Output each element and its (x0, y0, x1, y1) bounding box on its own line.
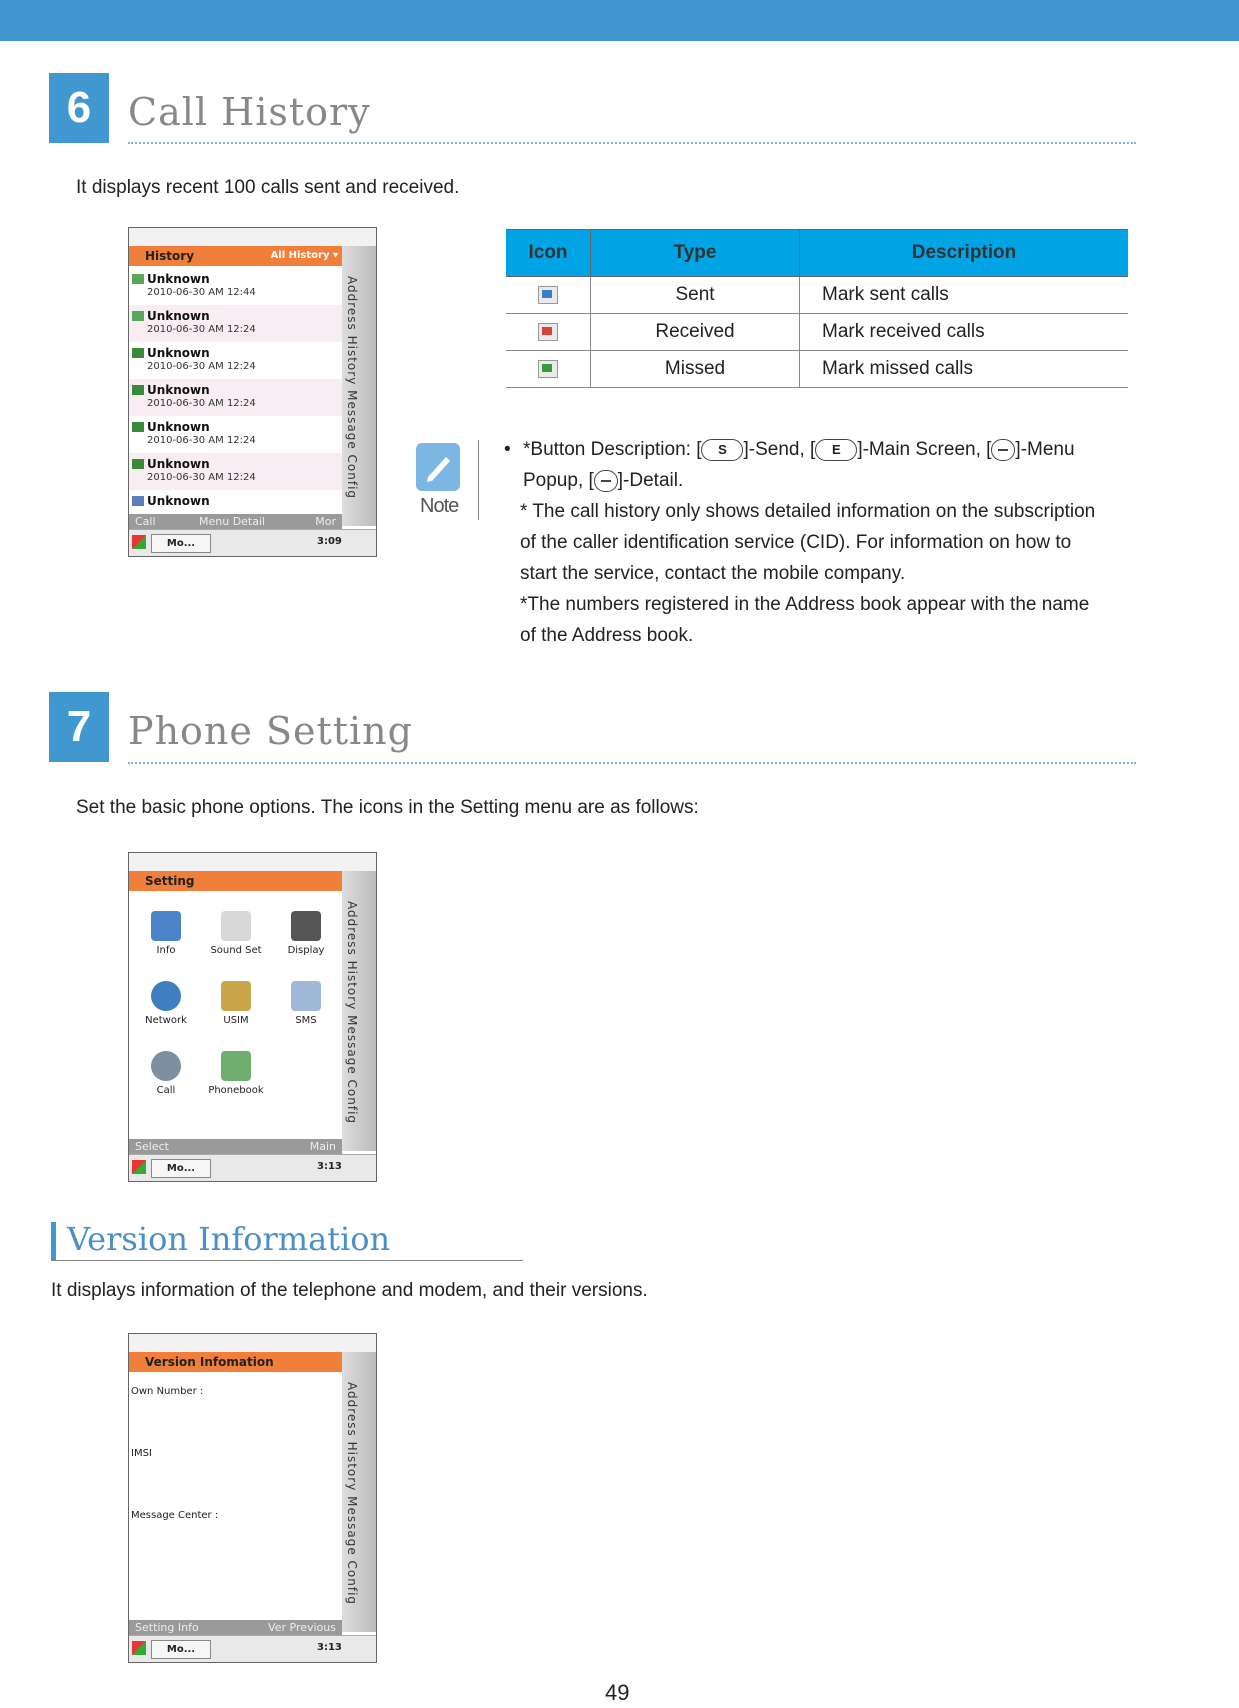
note-text (520, 434, 1163, 651)
screen-title-text: Version Infomation (145, 1355, 274, 1369)
call-date: 2010-06-30 AM 12:24 (147, 361, 256, 372)
page-number: 49 (605, 1680, 630, 1705)
subsection-marker (51, 1222, 56, 1260)
caller-name: Unknown (147, 383, 210, 397)
list-item (129, 305, 342, 342)
subsection-divider (51, 1260, 523, 1261)
note-line: *The numbers registered in the Address book appear with the name (520, 594, 1090, 615)
send-key-icon: S (701, 439, 743, 461)
top-banner (0, 0, 1239, 41)
taskbar (129, 529, 376, 556)
icon-table (506, 229, 1128, 388)
section-divider (128, 142, 1136, 144)
setting-usim (203, 981, 269, 1026)
version-field: Own Number : (131, 1386, 204, 1397)
call-type-icon (132, 422, 144, 432)
table-cell: Received (591, 314, 800, 351)
setting-label: Sound Set (210, 945, 262, 956)
taskbar (129, 1635, 376, 1662)
list-item (129, 453, 342, 490)
start-icon (132, 1160, 146, 1174)
start-icon (132, 1641, 146, 1655)
setting-call (133, 1051, 199, 1096)
subsection-title: Version Information (67, 1220, 391, 1258)
taskbar (129, 1154, 376, 1181)
lock-icon (221, 981, 251, 1011)
list-item (129, 490, 342, 508)
call-date: 2010-06-30 AM 12:44 (147, 287, 256, 298)
subsection-intro: It displays information of the telephone and modem, and their versions. (51, 1280, 648, 1301)
note-text-fragment: ]-Send, [ (743, 439, 816, 460)
note-line: of the Address book. (520, 625, 694, 646)
setting-info (133, 911, 199, 956)
table-header: Description (800, 230, 1129, 277)
softkey-middle: Menu Detail (199, 515, 266, 528)
call-type-icon (132, 496, 144, 506)
screen-title (129, 871, 342, 891)
softkey-left: Call (135, 515, 156, 528)
note-text-fragment: ]-Menu (1015, 439, 1075, 460)
setting-sound (203, 911, 269, 956)
table-cell: Mark missed calls (800, 351, 1129, 388)
note-bullet: • (504, 439, 511, 460)
setting-label: Phonebook (208, 1085, 264, 1096)
call-history-screenshot (128, 227, 377, 557)
phonebook-icon (221, 1051, 251, 1081)
phone-icon (151, 1051, 181, 1081)
status-bar (129, 1334, 376, 1353)
table-cell (506, 314, 591, 351)
table-cell (506, 351, 591, 388)
caller-name: Unknown (147, 272, 210, 286)
list-item (129, 268, 342, 305)
note-label: Note (420, 495, 459, 517)
setting-label: SMS (295, 1015, 317, 1026)
menu-key-icon (991, 439, 1015, 461)
setting-screenshot (128, 852, 377, 1182)
section-intro: It displays recent 100 calls sent and received. (76, 177, 460, 198)
side-tabs (342, 1352, 376, 1632)
screen-title (129, 1352, 342, 1372)
history-filter: All History ▾ (270, 250, 338, 261)
table-row (506, 314, 1128, 351)
clock: 3:13 (317, 1161, 342, 1172)
setting-phonebook (203, 1051, 269, 1096)
call-type-icon (132, 385, 144, 395)
setting-network (133, 981, 199, 1026)
table-header: Type (591, 230, 800, 277)
side-tab-labels: Address History Message Config (345, 276, 359, 500)
side-tabs (342, 871, 376, 1151)
table-cell: Mark sent calls (800, 277, 1129, 314)
clock: 3:09 (317, 536, 342, 547)
table-cell (506, 277, 591, 314)
screen-title-text: Setting (145, 874, 195, 888)
call-type-icon (132, 311, 144, 321)
table-cell: Missed (591, 351, 800, 388)
softkey-left: Setting Info (135, 1621, 199, 1634)
start-icon (132, 535, 146, 549)
side-tabs (342, 246, 376, 526)
list-item (129, 342, 342, 379)
note-line: start the service, contact the mobile company. (520, 563, 906, 584)
section-title: Call History (128, 90, 371, 134)
sent-call-icon (538, 286, 558, 304)
call-date: 2010-06-30 AM 12:24 (147, 398, 256, 409)
taskbar-button: Mo... (151, 534, 211, 553)
call-type-icon (132, 348, 144, 358)
list-item (129, 379, 342, 416)
section-number: 6 (49, 73, 109, 143)
caller-name: Unknown (147, 457, 210, 471)
table-cell: Mark received calls (800, 314, 1129, 351)
version-field: Message Center : (131, 1510, 219, 1521)
call-date: 2010-06-30 AM 12:24 (147, 324, 256, 335)
note-line: of the caller identification service (CID). For information on how to (520, 532, 1072, 553)
screen-title-text: History (145, 249, 195, 263)
call-type-icon (132, 459, 144, 469)
section-intro: Set the basic phone options. The icons in the Setting menu are as follows: (76, 797, 699, 818)
table-row (506, 277, 1128, 314)
list-item (129, 416, 342, 453)
table-header: Icon (506, 230, 591, 277)
caller-name: Unknown (147, 346, 210, 360)
caller-name: Unknown (147, 309, 210, 323)
softkey-right: Main (309, 1140, 336, 1153)
side-tab-labels: Address History Message Config (345, 901, 359, 1125)
clock: 3:13 (317, 1642, 342, 1653)
globe-icon (151, 981, 181, 1011)
setting-label: USIM (223, 1015, 249, 1026)
softkey-bar (129, 514, 342, 530)
setting-label: Network (145, 1015, 187, 1026)
taskbar-button: Mo... (151, 1159, 211, 1178)
status-bar (129, 228, 376, 247)
taskbar-button: Mo... (151, 1640, 211, 1659)
note-text-fragment: *Button Description: [ (523, 439, 702, 460)
softkey-right: Ver Previous (268, 1621, 336, 1634)
speaker-icon (221, 911, 251, 941)
section-title: Phone Setting (128, 709, 413, 753)
setting-label: Call (156, 1085, 176, 1096)
setting-label: Display (287, 945, 325, 956)
table-cell: Sent (591, 277, 800, 314)
call-date: 2010-06-30 AM 12:24 (147, 435, 256, 446)
menu-key-icon (594, 470, 618, 492)
note-divider (478, 440, 479, 520)
version-screenshot (128, 1333, 377, 1663)
note-text-fragment: ]-Main Screen, [ (857, 439, 992, 460)
status-bar (129, 853, 376, 872)
display-icon (291, 911, 321, 941)
section-divider (128, 762, 1136, 764)
softkey-bar (129, 1620, 342, 1636)
side-tab-labels: Address History Message Config (345, 1382, 359, 1606)
missed-call-icon (538, 360, 558, 378)
call-date: 2010-06-30 AM 12:24 (147, 472, 256, 483)
received-call-icon (538, 323, 558, 341)
call-type-icon (132, 274, 144, 284)
setting-display (273, 911, 339, 956)
caller-name: Unknown (147, 494, 210, 508)
setting-label: Info (156, 945, 176, 956)
caller-name: Unknown (147, 420, 210, 434)
version-field: IMSI (131, 1448, 152, 1459)
setting-sms (273, 981, 339, 1026)
table-row (506, 351, 1128, 388)
info-icon (151, 911, 181, 941)
screen-title (129, 246, 342, 266)
section-number: 7 (49, 692, 109, 762)
softkey-left: Select (135, 1140, 169, 1153)
note-line: * The call history only shows detailed information on the subscription (520, 501, 1096, 522)
end-key-icon: E (815, 439, 857, 461)
note-pencil-icon (416, 443, 460, 491)
softkey-right: Mor (315, 515, 336, 528)
softkey-bar (129, 1139, 342, 1155)
note-text-fragment: Popup, [ (523, 470, 594, 491)
note-text-fragment: ]-Detail. (617, 470, 684, 491)
envelope-icon (291, 981, 321, 1011)
